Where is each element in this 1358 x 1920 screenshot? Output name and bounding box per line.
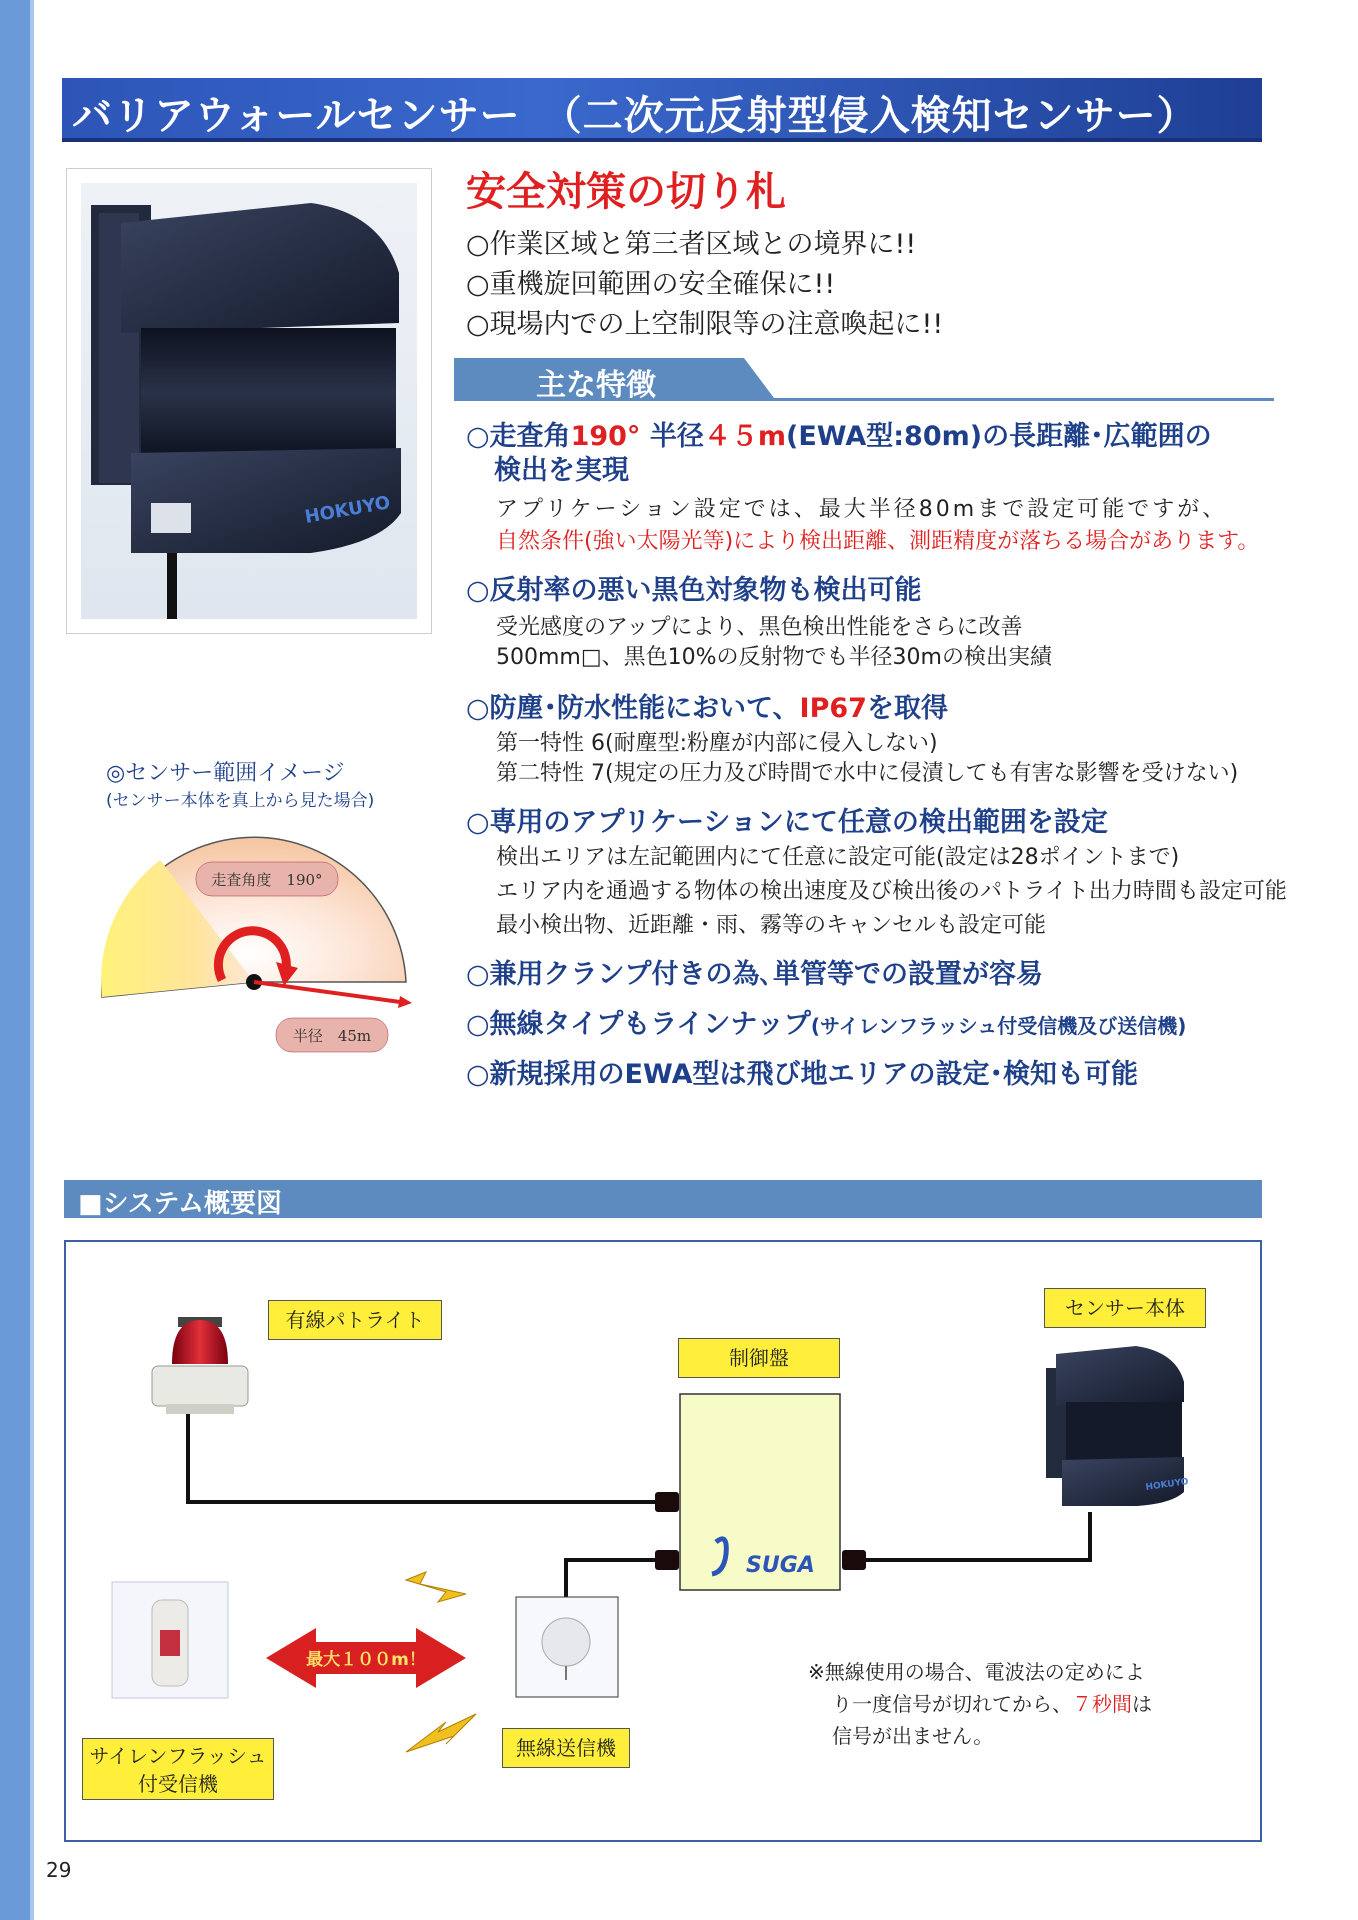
sensor-illustration [81,183,417,619]
connector-right [842,1550,866,1570]
feature-3-body-2: 第二特性 7(規定の圧力及び時間で水中に侵漬しても有害な影響を受けない) [496,761,1239,786]
catch-bullet-2: ○重機旋回範囲の安全確保に!! [466,269,836,300]
range-image-title: ◎センサー範囲イメージ [106,761,345,786]
wireless-note-line-1: ※無線使用の場合、電波法の定めによ [808,1660,1145,1684]
catchphrase-heading: 安全対策の切り札 [466,169,786,215]
left-margin-bar [0,0,30,1920]
range-arrow-label: 最大１００m！ [306,1650,426,1670]
wire-sensor [856,1512,1090,1560]
left-margin-accent [30,0,34,1920]
hokuyo-logo: HOKUYO [303,492,392,528]
feature-1-body-1: アプリケーション設定では、最大半径80mまで設定可能ですが、 [496,497,1228,522]
title-bar [62,78,1262,142]
wireless-note-line-3: 信号が出ません。 [832,1724,994,1748]
feature-4-body-3: 最小検出物、近距離・雨、霧等のキャンセルも設定可能 [496,913,1047,938]
feature-7-heading: ○新規採用のEWA型は飛び地エリアの設定･検知も可能 [466,1059,1138,1090]
wire-patlite [188,1412,666,1502]
system-diagram [64,1240,1262,1842]
label-patlite: 有線パトライト [268,1300,442,1340]
connector-left-top [655,1492,679,1512]
feature-2-body-2: 500mm□、黒色10%の反射物でも半径30mの検出実績 [496,645,1052,670]
feature-3-body-1: 第一特性 6(耐塵型:粉塵が内部に侵入しない) [496,731,938,756]
sensor-hokuyo-logo: HOKUYO [1145,1477,1190,1493]
product-photo-image [81,183,417,619]
page-title: バリアウォールセンサー （二次元反射型侵入検知センサー） [72,93,1198,139]
product-photo [66,168,432,634]
label-control-panel: 制御盤 [678,1338,840,1378]
feature-6-heading: ○無線タイプもラインナップ(サイレンフラッシュ付受信機及び送信機) [466,1009,1187,1040]
label-siren-receiver: サイレンフラッシュ 付受信機 [82,1738,274,1800]
range-diagram [100,812,420,1068]
radius-line [254,982,400,1002]
feature-1-heading-line2: 検出を実現 [494,455,629,486]
feature-2-heading: ○反射率の悪い黒色対象物も検出可能 [466,575,922,606]
system-section-header [64,1180,1262,1218]
signal-bolt-bottom [406,1714,476,1752]
connector-left-bottom [655,1550,679,1570]
patlite-icon [152,1317,248,1414]
features-section-label: 主な特徴 [536,368,656,403]
feature-4-body-2: エリア内を通過する物体の検出速度及び検出後のパトライト出力時間も設定可能 [496,879,1287,904]
page-number: 29 [46,1858,72,1882]
system-section-heading: ■システム概要図 [78,1189,282,1219]
radius-label: 半径 45m [292,1027,372,1045]
feature-2-body-1: 受光感度のアップにより、黒色検出性能をさらに改善 [496,615,1023,640]
feature-5-heading: ○兼用クランプ付きの為､単管等での設置が容易 [466,959,1044,990]
feature-1-heading: ○走査角190° 半径４５m(EWA型:80m)の長距離･広範囲の [466,421,1212,452]
angle-label: 走査角度 190° [211,871,323,889]
catch-bullet-1: ○作業区域と第三者区域との境界に!! [466,229,917,260]
label-sensor: センサー本体 [1044,1288,1206,1328]
feature-3-heading: ○防塵･防水性能において、IP67を取得 [466,693,948,724]
transmitter-icon [542,1618,590,1666]
catch-bullet-3: ○現場内での上空制限等の注意喚起に!! [466,309,944,340]
feature-1-body-2: 自然条件(強い太陽光等)により検出距離、測距精度が落ちる場合があります。 [496,529,1260,554]
features-section-header [454,358,1274,404]
suga-logo: SUGA [746,1553,815,1578]
feature-4-heading: ○専用のアプリケーションにて任意の検出範囲を設定 [466,807,1108,838]
range-image-subtitle: (センサー本体を真上から見た場合) [106,791,375,811]
sensor-icon [1046,1346,1189,1506]
label-transmitter: 無線送信機 [502,1728,630,1768]
signal-bolt-top [406,1572,466,1602]
feature-4-body-1: 検出エリアは左記範囲内にて任意に設定可能(設定は28ポイントまで) [496,845,1180,870]
wire-transmitter [566,1560,666,1597]
wireless-note-line-2: り一度信号が切れてから、７秒間は [832,1692,1152,1716]
